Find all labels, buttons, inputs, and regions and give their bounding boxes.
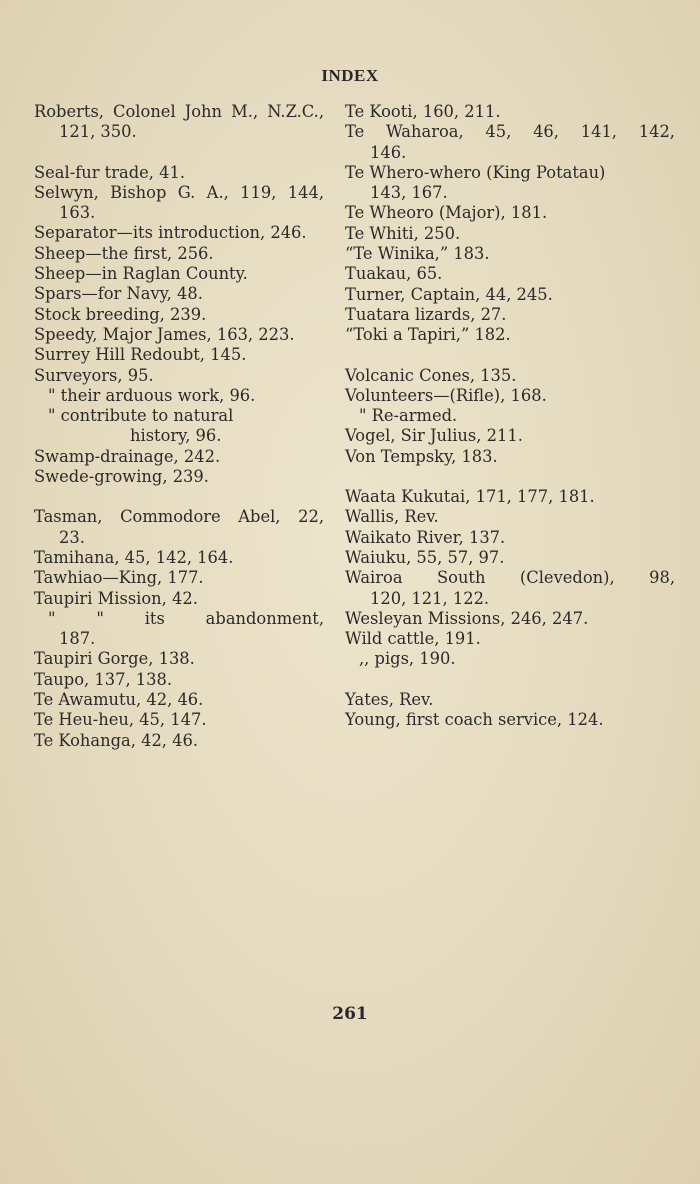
index-entry-line: Te Whiti, 250. bbox=[345, 223, 461, 243]
index-entry-continuation: history, 96. bbox=[130, 426, 222, 446]
index-entry bbox=[34, 223, 324, 243]
index-entry-line: " their arduous work, 96. bbox=[48, 385, 256, 405]
index-entry-line: Surveyors, 95. bbox=[34, 365, 154, 385]
index-entry-line: Taupiri Gorge, 138. bbox=[34, 649, 195, 669]
index-entry bbox=[34, 345, 324, 365]
index-column-right bbox=[345, 102, 675, 730]
index-entry bbox=[34, 386, 324, 406]
index-entry bbox=[34, 305, 324, 325]
index-entry bbox=[34, 649, 324, 669]
index-entry-line: Tuakau, 65. bbox=[345, 264, 443, 284]
index-entry-line: Swamp-drainage, 242. bbox=[34, 446, 221, 466]
section-gap bbox=[345, 346, 675, 366]
index-entry bbox=[34, 731, 324, 751]
index-entry bbox=[34, 589, 324, 609]
index-entry bbox=[34, 467, 324, 487]
index-entry-line: Spars—for Navy, 48. bbox=[34, 284, 203, 304]
page-number: 261 bbox=[332, 1004, 368, 1024]
index-entry-line: Te Whero-whero (King Potatau) bbox=[345, 162, 606, 182]
index-entry bbox=[345, 386, 675, 406]
index-entry-line: Te Kooti, 160, 211. bbox=[345, 102, 501, 121]
index-entry-line: Taupiri Mission, 42. bbox=[34, 588, 198, 608]
index-entry bbox=[345, 264, 675, 284]
index-entry bbox=[345, 224, 675, 244]
index-entry-line: Swede-growing, 239. bbox=[34, 467, 209, 487]
index-entry-line: Separator—its introduction, 246. bbox=[34, 223, 307, 243]
index-entry-continuation: 23. bbox=[59, 527, 85, 547]
index-entry-line: Te Heu-heu, 45, 147. bbox=[34, 710, 207, 730]
index-entry-line: " contribute to natural bbox=[48, 406, 234, 426]
index-entry bbox=[345, 609, 675, 629]
index-entry bbox=[34, 710, 324, 730]
index-entry-line: Tawhiao—King, 177. bbox=[34, 568, 204, 588]
index-entry-line: Tasman, Commodore Abel, 22, bbox=[34, 507, 324, 527]
index-entry-line: Te Waharoa, 45, 46, 141, 142, bbox=[345, 122, 675, 142]
index-entry bbox=[34, 548, 324, 568]
index-entry-line: Wild cattle, 191. bbox=[345, 629, 481, 649]
index-entry-line: Surrey Hill Redoubt, 145. bbox=[34, 345, 247, 365]
index-entry bbox=[345, 203, 675, 223]
index-entry bbox=[34, 406, 324, 447]
index-entry bbox=[345, 487, 675, 507]
index-entry-line: “Toki a Tapiri,” 182. bbox=[345, 325, 511, 345]
index-entry bbox=[34, 690, 324, 710]
index-entry-line: Te Awamutu, 42, 46. bbox=[34, 690, 204, 710]
index-entry bbox=[34, 325, 324, 345]
section-gap bbox=[345, 670, 675, 690]
index-entry bbox=[345, 325, 675, 345]
index-entry-line: Waikato River, 137. bbox=[345, 527, 506, 547]
index-entry-line: " " its abandonment, bbox=[48, 608, 324, 628]
index-entry-line: Wairoa South (Clevedon), 98, bbox=[345, 568, 675, 588]
index-entry bbox=[345, 122, 675, 163]
index-entry-line: Waata Kukutai, 171, 177, 181. bbox=[345, 487, 595, 507]
index-entry-line: Tamihana, 45, 142, 164. bbox=[34, 547, 234, 567]
index-column-left bbox=[34, 102, 324, 751]
page-title: INDEX bbox=[321, 66, 379, 85]
index-entry bbox=[345, 163, 675, 204]
index-entry-line: “Te Winika,” 183. bbox=[345, 244, 490, 264]
index-entry bbox=[34, 244, 324, 264]
index-entry bbox=[345, 690, 675, 710]
index-entry-continuation: 187. bbox=[59, 629, 96, 649]
index-entry-line: Sheep—the first, 256. bbox=[34, 243, 214, 263]
index-entry-line: Vogel, Sir Julius, 211. bbox=[345, 426, 523, 446]
index-entry bbox=[34, 102, 324, 143]
section-gap bbox=[34, 143, 324, 163]
index-entry-line: Volcanic Cones, 135. bbox=[345, 365, 517, 385]
index-entry bbox=[34, 163, 324, 183]
index-entry bbox=[34, 447, 324, 467]
index-entry-line: Young, first coach service, 124. bbox=[345, 710, 604, 730]
index-entry bbox=[34, 284, 324, 304]
index-entry-line: Selwyn, Bishop G. A., 119, 144, bbox=[34, 182, 324, 202]
index-entry bbox=[345, 305, 675, 325]
index-entry-line: Roberts, Colonel John M., N.Z.C., bbox=[34, 102, 324, 121]
index-entry bbox=[345, 568, 675, 609]
section-gap bbox=[345, 467, 675, 487]
index-entry bbox=[345, 285, 675, 305]
index-entry bbox=[345, 629, 675, 649]
index-entry-line: Waiuku, 55, 57, 97. bbox=[345, 547, 505, 567]
index-entry-line: Von Tempsky, 183. bbox=[345, 446, 498, 466]
index-entry bbox=[34, 264, 324, 284]
index-entry-line: " Re-armed. bbox=[359, 406, 458, 426]
index-entry bbox=[345, 406, 675, 426]
index-entry bbox=[345, 366, 675, 386]
index-entry-line: Te Kohanga, 42, 46. bbox=[34, 730, 199, 750]
index-entry bbox=[345, 548, 675, 568]
index-entry-continuation: 120, 121, 122. bbox=[370, 588, 490, 608]
index-entry-line: Wesleyan Missions, 246, 247. bbox=[345, 608, 589, 628]
index-entry-continuation: 163. bbox=[59, 203, 96, 223]
index-entry bbox=[34, 670, 324, 690]
index-entry-line: Stock breeding, 239. bbox=[34, 304, 207, 324]
index-entry-line: Speedy, Major James, 163, 223. bbox=[34, 324, 295, 344]
index-entry-line: Volunteers—(Rifle), 168. bbox=[345, 385, 547, 405]
section-gap bbox=[34, 487, 324, 507]
index-entry bbox=[345, 507, 675, 527]
index-entry-line: Te Wheoro (Major), 181. bbox=[345, 203, 548, 223]
index-entry bbox=[34, 507, 324, 548]
index-entry bbox=[345, 102, 675, 122]
index-entry-line: Seal-fur trade, 41. bbox=[34, 162, 186, 182]
index-entry bbox=[34, 183, 324, 224]
index-entry-continuation: 143, 167. bbox=[370, 183, 448, 203]
index-entry-line: Yates, Rev. bbox=[345, 689, 434, 709]
index-entry-line: Wallis, Rev. bbox=[345, 507, 439, 527]
index-entry bbox=[345, 447, 675, 467]
index-entry bbox=[345, 710, 675, 730]
index-entry bbox=[34, 366, 324, 386]
index-entry-line: Sheep—in Raglan County. bbox=[34, 264, 248, 284]
index-entry bbox=[345, 426, 675, 446]
index-entry bbox=[34, 568, 324, 588]
index-entry-continuation: 146. bbox=[370, 142, 407, 162]
index-entry bbox=[345, 649, 675, 669]
index-entry-line: ,, pigs, 190. bbox=[359, 649, 456, 669]
index-entry bbox=[345, 244, 675, 264]
index-entry-line: Taupo, 137, 138. bbox=[34, 669, 173, 689]
index-entry-line: Turner, Captain, 44, 245. bbox=[345, 284, 553, 304]
index-entry-line: Tuatara lizards, 27. bbox=[345, 304, 507, 324]
index-entry bbox=[34, 609, 324, 650]
index-entry bbox=[345, 528, 675, 548]
index-entry-continuation: 121, 350. bbox=[59, 122, 137, 142]
